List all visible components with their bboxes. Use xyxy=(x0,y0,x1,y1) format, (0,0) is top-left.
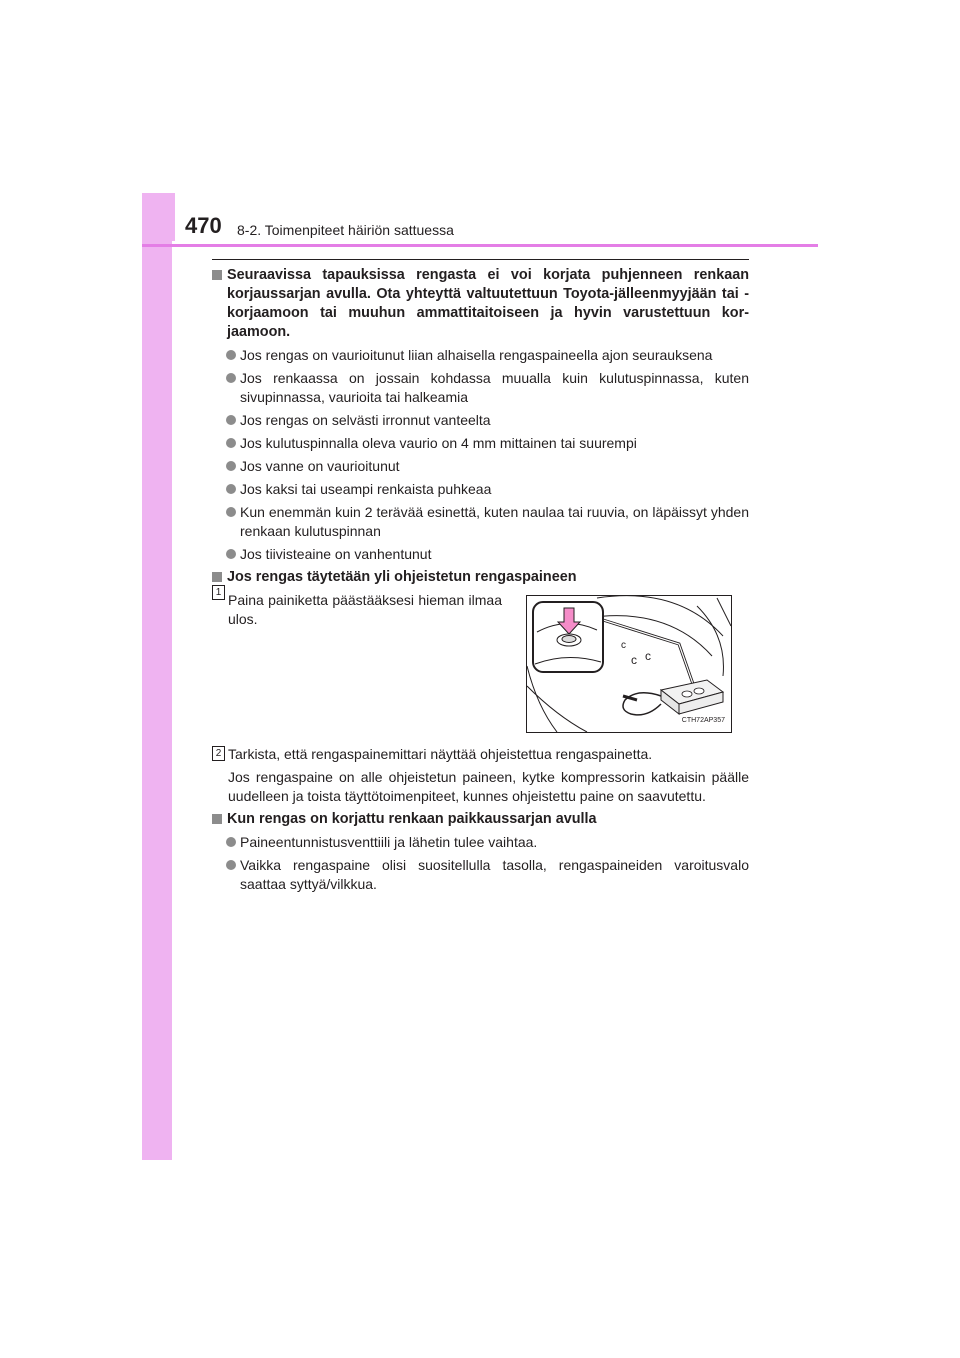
list-item-text: Jos renkaassa on jossain kohdassa muualla kuin kulutuspinnassa, kuten sivupinnassa, vaurioita tai halkeamia xyxy=(240,370,749,405)
list-item xyxy=(212,369,749,407)
round-bullet-icon xyxy=(226,461,236,471)
step-1-text-block xyxy=(215,587,502,629)
step-text: Tarkista, että rengaspainemittari näyttää ohjeistettua rengaspainetta. xyxy=(228,746,653,762)
section-heading-text: Kun rengas on korjattu renkaan paikkaussarjan avulla xyxy=(227,811,597,827)
list-item xyxy=(212,545,749,564)
list-item-text: Paineentunnistusventtiili ja lähetin tulee vaihtaa. xyxy=(240,834,538,850)
section-heading-1 xyxy=(212,266,749,342)
list-item xyxy=(212,411,749,430)
svg-text:c: c xyxy=(645,649,651,663)
main-content xyxy=(212,266,749,898)
step-2-note: Jos rengaspaine on alle ohjeistetun paineen, kytke kompressorin katkaisin päälle uudelleen ja toista täyttötoimenpiteet, kunnes ohjeistettu paine on saavutettu. xyxy=(228,769,749,804)
step-1 xyxy=(212,587,749,731)
step-number-badge: 2 xyxy=(212,746,225,761)
list-item xyxy=(212,457,749,476)
step-text: Paina painiketta päästääksesi hieman ilmaa ulos. xyxy=(228,592,502,627)
round-bullet-icon xyxy=(226,484,236,494)
chapter-title: 8-2. Toimenpiteet häiriön sattuessa xyxy=(237,222,454,238)
page-number: 470 xyxy=(185,213,222,238)
section-heading-text: Jos rengas täytetään yli ohjeistetun rengaspaineen xyxy=(227,569,577,585)
list-item-text: Jos kulutuspinnalla oleva vaurio on 4 mm mittainen tai suurempi xyxy=(240,435,637,451)
list-item-text: Kun enemmän kuin 2 terävää esinettä, kuten naulaa tai ruuvia, on läpäissyt yhden renkaan kulutuspinnan xyxy=(240,504,749,539)
side-color-band xyxy=(142,193,172,1160)
list-item xyxy=(212,434,749,453)
round-bullet-icon xyxy=(226,373,236,383)
round-bullet-icon xyxy=(226,415,236,425)
section-heading-3 xyxy=(212,810,749,829)
step-2 xyxy=(212,745,749,764)
svg-text:c: c xyxy=(621,640,626,651)
round-bullet-icon xyxy=(226,837,236,847)
list-item-text: Jos rengas on selvästi irronnut vanteelta xyxy=(240,412,491,428)
list-item-text: Vaikka rengaspaine olisi suositellulla tasolla, rengaspaineiden varoitusvalo saattaa syttyä/vilkkua. xyxy=(240,857,749,892)
list-item-text: Jos rengas on vaurioitunut liian alhaisella rengaspaineella ajon seurauksena xyxy=(240,347,713,363)
section-heading-2 xyxy=(212,568,749,587)
round-bullet-icon xyxy=(226,860,236,870)
list-item xyxy=(212,503,749,541)
header-color-band xyxy=(142,193,175,241)
round-bullet-icon xyxy=(226,549,236,559)
section-heading-text: Seuraavissa tapauksissa rengasta ei voi korjata puhjenneen renkaan korjaussarjan avulla. Ota yhteyttä valtuutettuun Toyota-jälleenmyyjään tai -korjaamoon tai muuhun ammattitaitoiseen ja hyvin varustettuun kor-jaamoon. xyxy=(227,267,749,340)
list-item xyxy=(212,480,749,499)
figure-code-label: CTH72AP357 xyxy=(681,717,725,724)
list-item xyxy=(212,856,749,894)
section-separator xyxy=(212,259,749,260)
compressor-illustration xyxy=(526,595,732,733)
list-item-text: Jos vanne on vaurioitunut xyxy=(240,458,400,474)
list-item-text: Jos kaksi tai useampi renkaista puhkeaa xyxy=(240,481,492,497)
step-number-badge: 1 xyxy=(212,585,225,600)
round-bullet-icon xyxy=(226,350,236,360)
square-bullet-icon xyxy=(212,572,222,582)
list-item-text: Jos tiivisteaine on vanhentunut xyxy=(240,546,432,562)
round-bullet-icon xyxy=(226,438,236,448)
square-bullet-icon xyxy=(212,270,222,280)
list-item xyxy=(212,833,749,852)
header-rule xyxy=(142,244,818,247)
square-bullet-icon xyxy=(212,814,222,824)
round-bullet-icon xyxy=(226,507,236,517)
svg-text:c: c xyxy=(631,653,637,667)
list-item xyxy=(212,346,749,365)
